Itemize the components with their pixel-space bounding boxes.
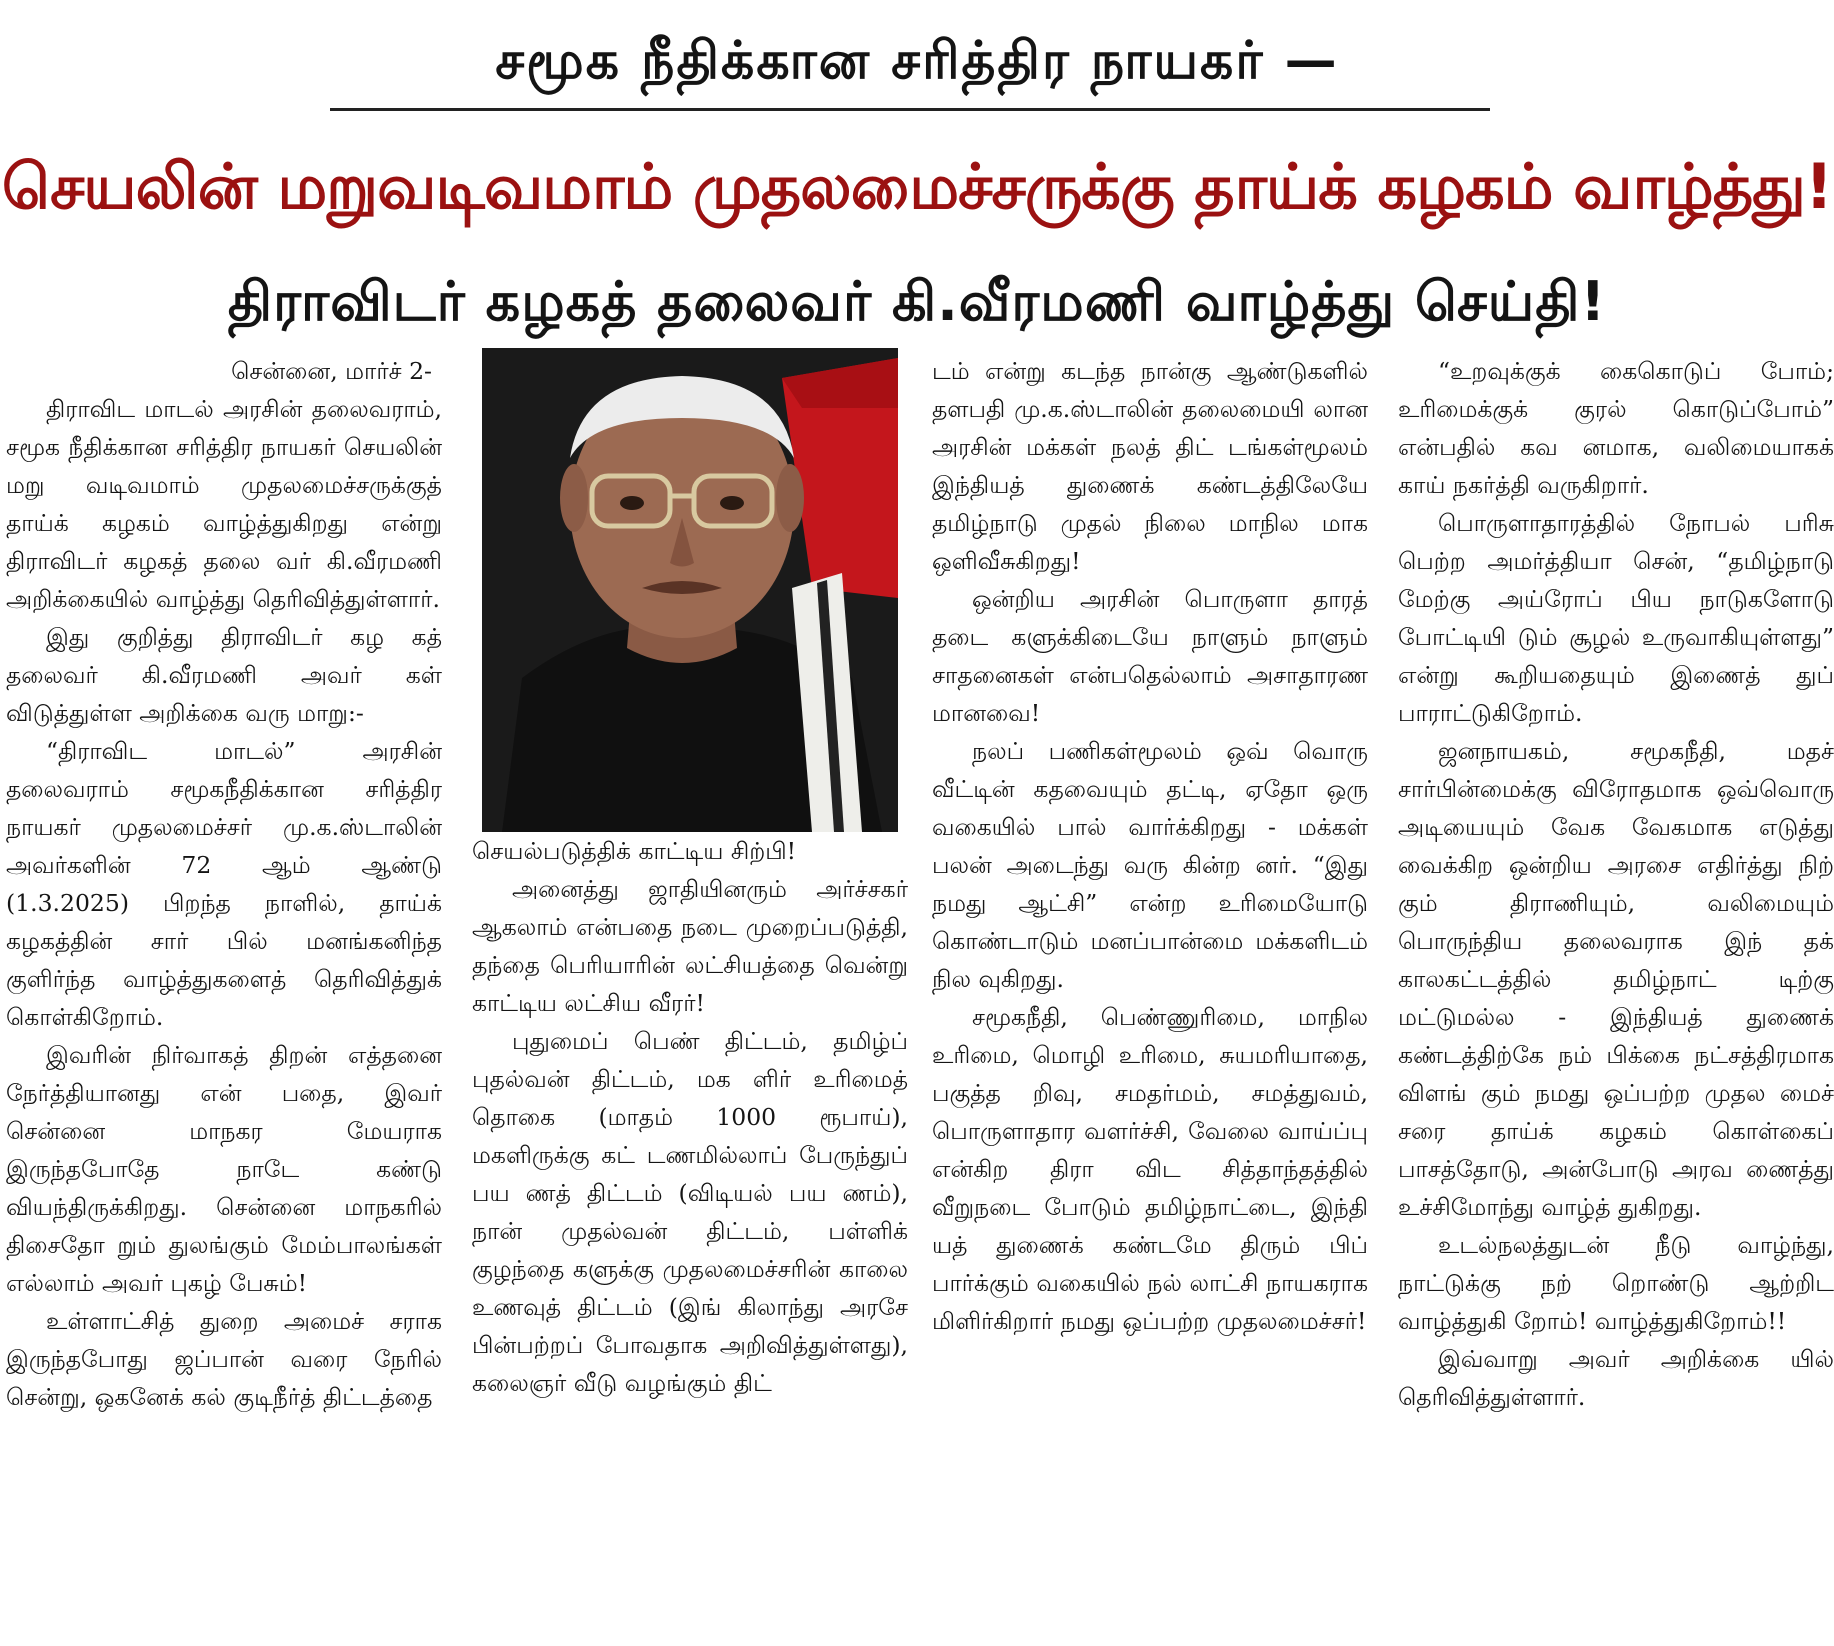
paragraph: நலப் பணிகள்மூலம் ஒவ் வொரு வீட்டின் கதவையும் தட்டி, ஏதோ ஒரு வகையில் பால் வார்க்கிறது - மக்கள் பலன் அடைந்து வரு கின்ற னர். “இது நமது ஆட்சி” என்ற உரிமையோடு கொண்டாடும் மனப்பான்மை மக்களிடம் நில வுகிறது. (932, 737, 1368, 993)
paragraph: புதுமைப் பெண் திட்டம், தமிழ்ப் புதல்வன் திட்டம், மக ளிர் உரிமைத் தொகை (மாதம் 1000 ரூபாய்), மகளிருக்கு கட் டணமில்லாப் பேருந்துப் பய ணத் திட்டம் (விடியல் பய ணம்), நான் முதல்வன் திட்டம், பள்ளிக் குழந்தை களுக்கு முதலமைச்சரின் காலை உணவுத் திட்டம் (இங் கிலாந்து அரசே பின்பற்றப் போவதாக அறிவித்துள்ளது), கலைஞர் வீடு வழங்கும் திட் (472, 1027, 908, 1397)
kicker-heading: சமூக நீதிக்கான சரித்திர நாயகர் — (495, 31, 1339, 91)
paragraph: உடல்நலத்துடன் நீடு வாழ்ந்து, நாட்டுக்கு நற் றொண்டு ஆற்றிட வாழ்த்துகி றோம்! வாழ்த்துகிறோம்!! (1398, 1231, 1834, 1335)
paragraph: டம் என்று கடந்த நான்கு ஆண்டுகளில் தளபதி மு.க.ஸ்டாலின் தலைமையி லான அரசின் மக்கள் நலத் திட் டங்கள்மூலம் இந்தியத் துணைக் கண்டத்திலேயே தமிழ்நாடு முதல் நிலை மாநில மாக ஒளிவீசுகிறது! (932, 357, 1368, 575)
paragraph: சமூகநீதி, பெண்ணுரிமை, மாநில உரிமை, மொழி உரிமை, சுயமரியாதை, பகுத்த றிவு, சமதர்மம், சமத்துவம், பொருளாதார வளர்ச்சி, வேலை வாய்ப்பு என்கிற திரா விட சித்தாந்தத்தில் வீறுநடை போடும் தமிழ்நாட்டை, இந்தி யத் துணைக் கண்டமே திரும் பிப் பார்க்கும் வகையில் நல் லாட்சி நாயகராக மிளிர்கிறார் நமது ஒப்பற்ற முதலமைச்சர்! (932, 1003, 1368, 1335)
paragraph: இவரின் நிர்வாகத் திறன் எத்தனை நேர்த்தியானது என் பதை, இவர் சென்னை மாநகர மேயராக இருந்தபோதே நாடே கண்டு வியந்திருக்கிறது. சென்னை மாநகரில் திசைதோ றும் துலங்கும் மேம்பாலங்கள் எல்லாம் அவர் புகழ் பேசும்! (6, 1041, 442, 1297)
paragraph: ஒன்றிய அரசின் பொருளா தாரத் தடை களுக்கிடையே நாளும் நாளும் சாதனைகள் என்பதெல்லாம் அசாதாரண மானவை! (932, 585, 1368, 727)
paragraph: இவ்வாறு அவர் அறிக்கை யில் தெரிவித்துள்ளார். (1398, 1345, 1834, 1411)
portrait-photo (482, 348, 898, 832)
kicker-rule (330, 108, 1490, 111)
main-headline: செயலின் மறுவடிவமாம் முதலமைச்சருக்கு தாய்க் கழகம் வாழ்த்து! (1, 150, 1833, 223)
paragraph: பொருளாதாரத்தில் நோபல் பரிசு பெற்ற அமர்த்தியா சென், “தமிழ்நாடு மேற்கு அய்ரோப் பிய நாடுகளோடு போட்டியி டும் சூழல் உருவாகியுள்ளது” என்று கூறியதையும் இணைத் துப் பாராட்டுகிறோம். (1398, 509, 1834, 727)
paragraph: உள்ளாட்சித் துறை அமைச் சராக இருந்தபோது ஜப்பான் வரை நேரில் சென்று, ஒகனேக் கல் குடிநீர்த் திட்டத்தை (6, 1307, 442, 1411)
paragraph: செயல்படுத்திக் காட்டிய சிற்பி! (472, 837, 797, 865)
dateline: சென்னை, மார்ச் 2- (231, 357, 432, 385)
paragraph: திராவிட மாடல் அரசின் தலைவராம், சமூக நீதிக்கான சரித்திர நாயகர் செயலின் மறு வடிவமாம் முதலமைச்சருக்குத் தாய்க் கழகம் வாழ்த்துகிறது என்று திராவிடர் கழகத் தலை வர் கி.வீரமணி அறிக்கையில் வாழ்த்து தெரிவித்துள்ளார். (6, 395, 442, 613)
paragraph: ஜனநாயகம், சமூகநீதி, மதச் சார்பின்மைக்கு விரோதமாக ஒவ்வொரு அடியையும் வேக வேகமாக எடுத்து வைக்கிற ஒன்றிய அரசை எதிர்த்து நிற் கும் திராணியும், வலிமையும் பொருந்திய தலைவராக இந் தக் காலகட்டத்தில் தமிழ்நாட் டிற்கு மட்டுமல்ல - இந்தியத் துணைக் கண்டத்திற்கே நம் பிக்கை நட்சத்திரமாக விளங் கும் நமது ஒப்பற்ற முதல மைச் சரை தாய்க் கழகம் கொள்கைப் பாசத்தோடு, அன்போடு அரவ ணைத்து உச்சிமோந்து வாழ்த் துகிறது. (1398, 737, 1834, 1221)
article-column-2 (472, 832, 908, 1638)
article-column-4 (1398, 352, 1834, 1638)
paragraph: அனைத்து ஜாதியினரும் அர்ச்சகர் ஆகலாம் என்பதை நடை முறைப்படுத்தி, தந்தை பெரியாரின் லட்சியத்தை வென்று காட்டிய லட்சிய வீரர்! (472, 875, 908, 1017)
sub-headline: திராவிடர் கழகத் தலைவர் கி.வீரமணி வாழ்த்து செய்தி! (227, 270, 1607, 333)
paragraph: “திராவிட மாடல்” அரசின் தலைவராம் சமூகநீதிக்கான சரித்திர நாயகர் முதலமைச்சர் மு.க.ஸ்டாலின் அவர்களின் 72 ஆம் ஆண்டு (1.3.2025) பிறந்த நாளில், தாய்க் கழகத்தின் சார் பில் மனங்கனிந்த குளிர்ந்த வாழ்த்துகளைத் தெரிவித்துக் கொள்கிறோம். (6, 737, 442, 1031)
paragraph: இது குறித்து திராவிடர் கழ கத் தலைவர் கி.வீரமணி அவர் கள் விடுத்துள்ள அறிக்கை வரு மாறு:- (6, 623, 442, 727)
article-column-3 (932, 352, 1368, 1638)
portrait-illustration (482, 348, 898, 832)
paragraph: “உறவுக்குக் கைகொடுப் போம்; உரிமைக்குக் குரல் கொடுப்போம்” என்பதில் கவ னமாக, வலிமையாகக் காய் நகர்த்தி வருகிறார். (1398, 357, 1834, 499)
article-column-1 (6, 352, 442, 1638)
